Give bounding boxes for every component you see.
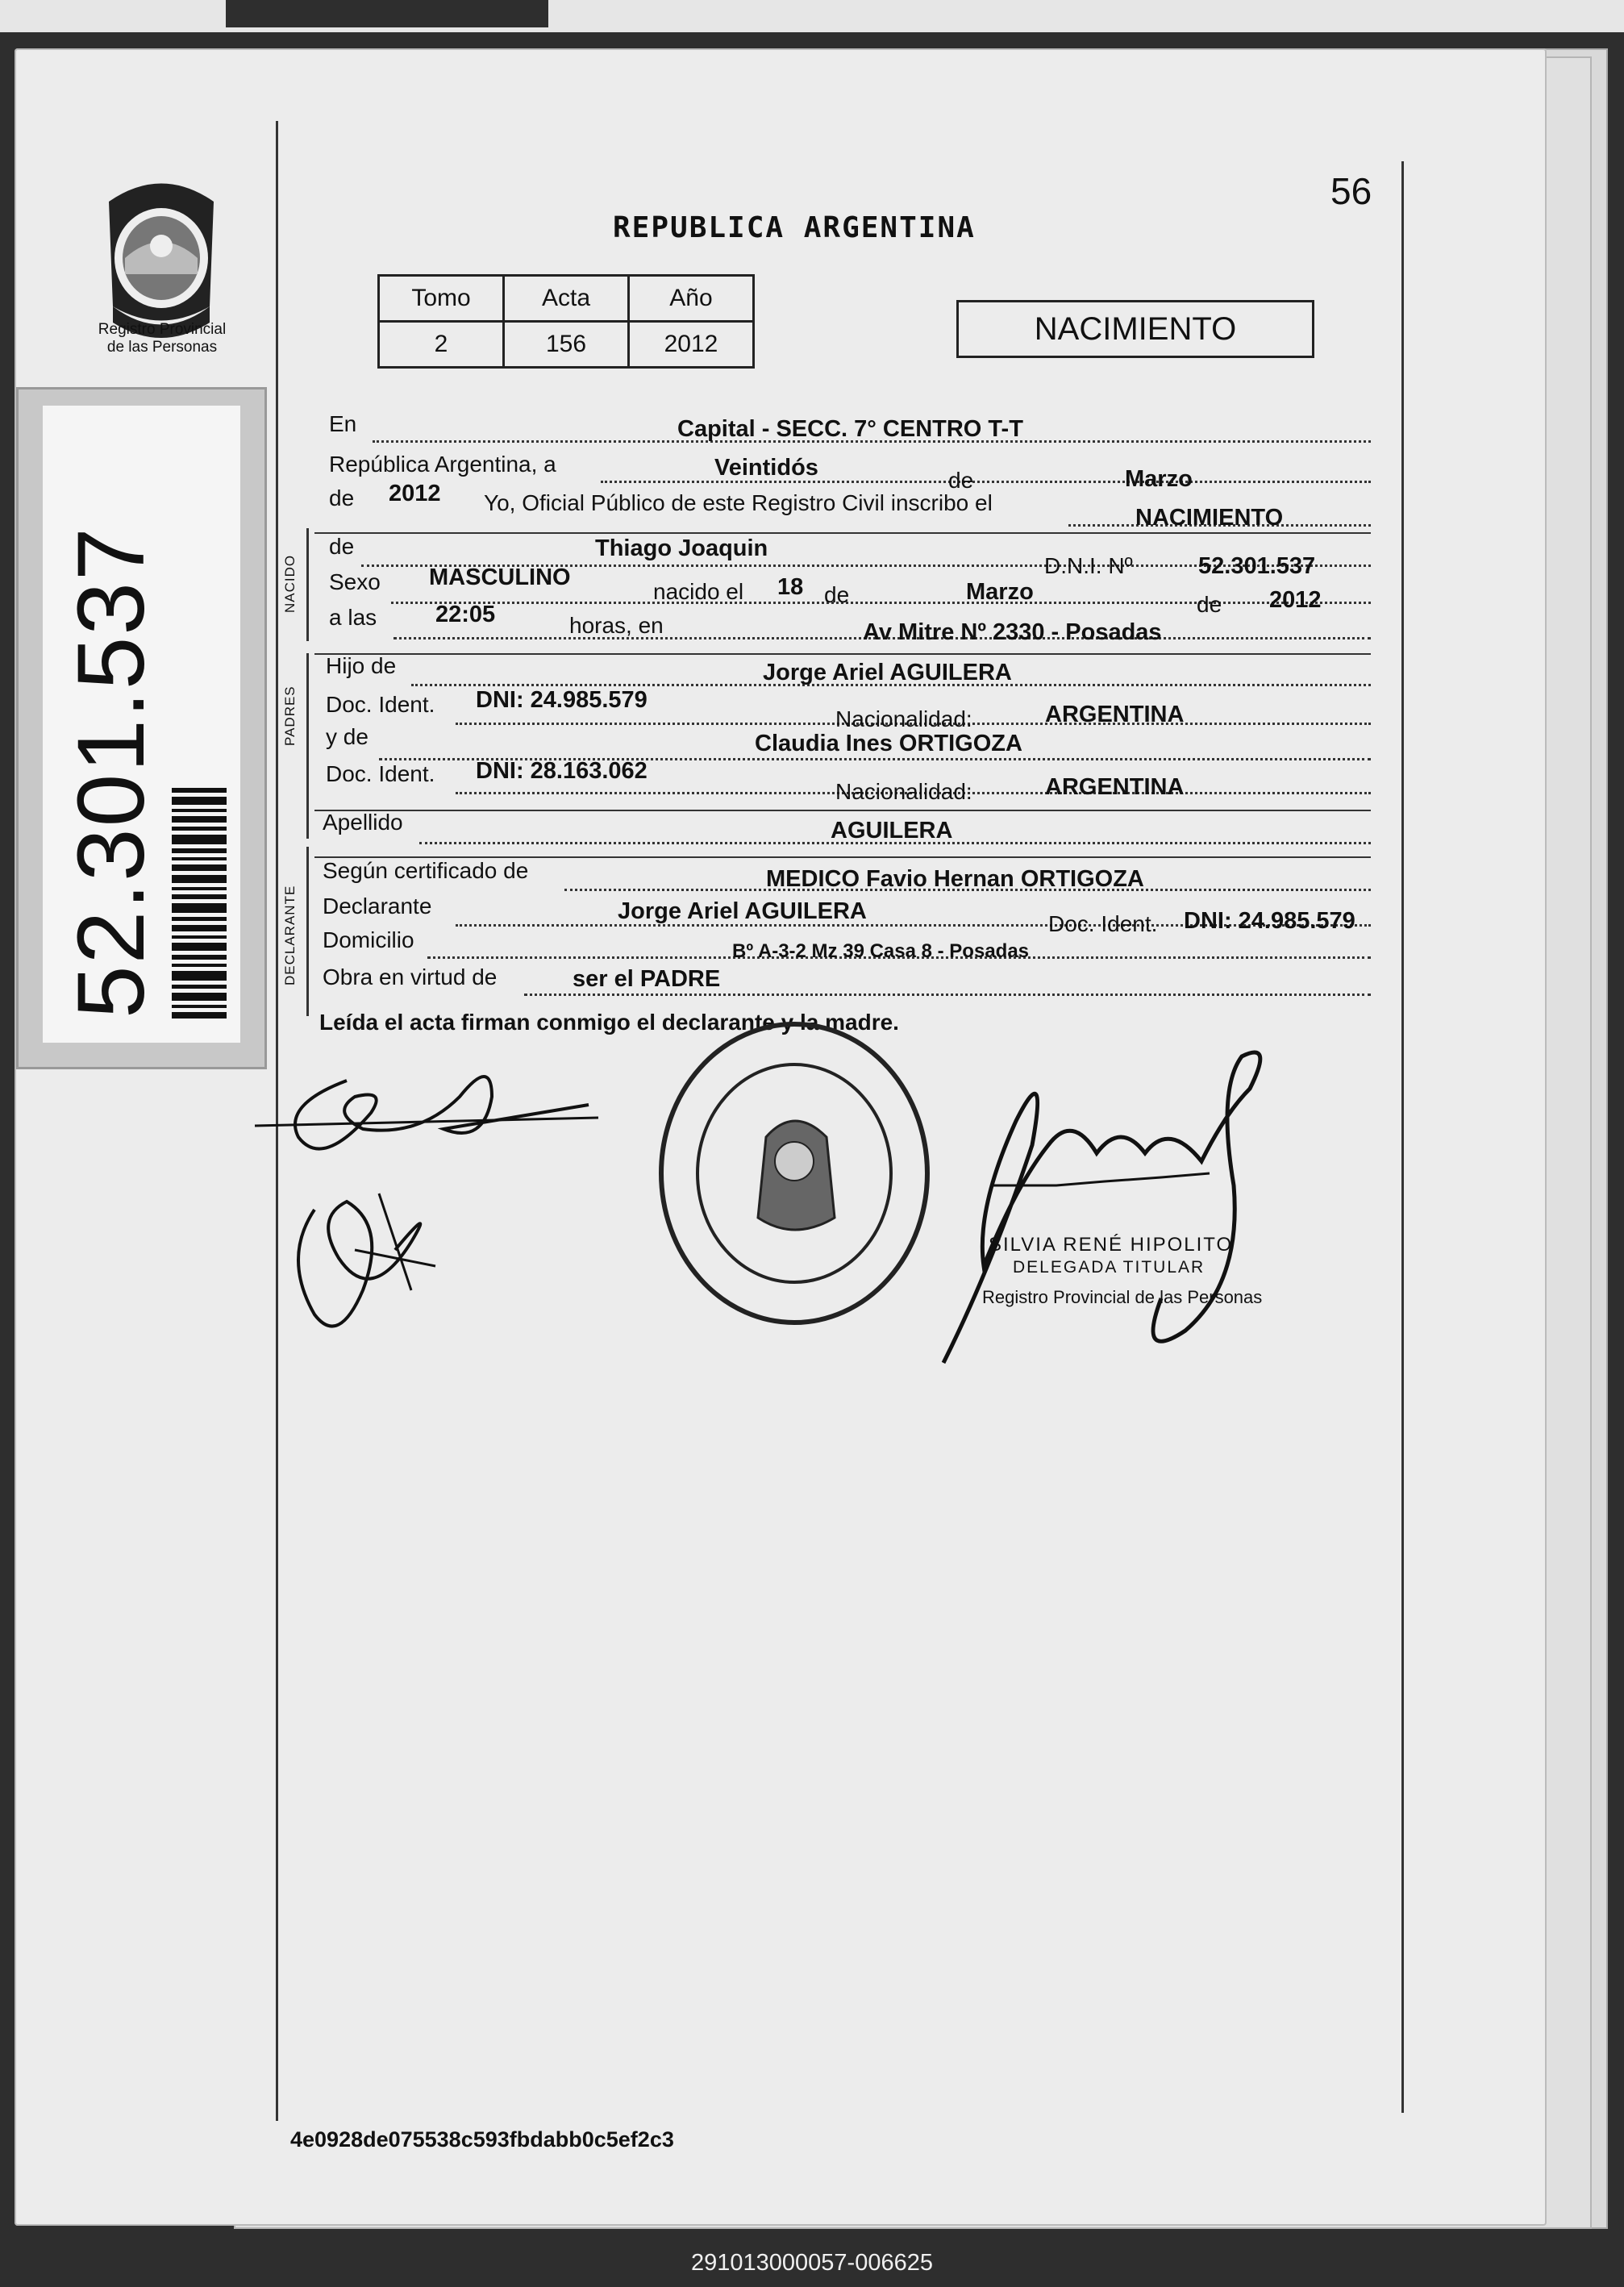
officer-role: DELEGADA TITULAR	[1013, 1258, 1206, 1277]
horas-label: horas, en	[569, 613, 664, 638]
docid3-label: Doc. Ident.	[1048, 911, 1158, 936]
time-value: 22:05	[435, 602, 496, 627]
value-tomo: 2	[379, 322, 504, 368]
nacido-bracket	[306, 528, 309, 641]
header-acta: Acta	[504, 276, 629, 322]
mother-doc: DNI: 28.163.062	[476, 758, 648, 784]
document-hash: 4e0928de075538c593fbdabb0c5ef2c3	[290, 2127, 674, 2152]
name-value: Thiago Joaquin	[595, 535, 768, 561]
header-ano: Año	[629, 276, 754, 322]
officer-office: Registro Provincial de las Personas	[982, 1287, 1263, 1307]
father-value: Jorge Ariel AGUILERA	[763, 660, 1012, 685]
value-acta: 156	[504, 322, 629, 368]
right-margin-rule	[1401, 161, 1404, 2113]
docid2-label: Doc. Ident.	[326, 761, 435, 786]
declarante-value: Jorge Ariel AGUILERA	[618, 898, 867, 924]
de-label: de	[948, 468, 974, 493]
officer-signature	[895, 1024, 1314, 1379]
de3-label: de	[329, 534, 355, 559]
record-type-box: NACIMIENTO	[956, 300, 1314, 358]
inscribo-value: NACIMIENTO	[1135, 505, 1284, 531]
section-divider	[314, 532, 1371, 534]
closing-statement: Leída el acta firman conmigo el declarante y la madre.	[319, 1010, 899, 1035]
label-padres: PADRES	[282, 685, 298, 746]
barcode-label	[16, 387, 267, 1069]
page-number: 56	[1330, 170, 1372, 212]
father-nac: ARGENTINA	[1045, 702, 1185, 727]
en-value: Capital - SECC. 7° CENTRO T-T	[677, 416, 1023, 442]
nac2-label: Nacionalidad:	[835, 779, 972, 804]
alas-label: a las	[329, 605, 377, 630]
label-declarante: DECLARANTE	[282, 885, 298, 985]
apellido-value: AGUILERA	[831, 818, 953, 844]
mother-nac: ARGENTINA	[1045, 774, 1185, 800]
document-title: REPUBLICA ARGENTINA	[613, 211, 976, 244]
en-label: En	[329, 411, 357, 436]
segun-label: Según certificado de	[323, 858, 529, 883]
section-divider	[314, 810, 1371, 811]
dotted-line	[391, 602, 1371, 604]
birth-month: Marzo	[966, 579, 1034, 605]
declarante-label: Declarante	[323, 894, 432, 919]
year-value: 2012	[389, 481, 441, 506]
sexo-label: Sexo	[329, 569, 381, 594]
value-ano: 2012	[629, 322, 754, 368]
footer-id: 291013000057-006625	[691, 2250, 933, 2276]
label-nacido: NACIDO	[282, 554, 298, 613]
nacido-label: nacido el	[653, 579, 744, 604]
apellido-label: Apellido	[323, 810, 403, 835]
birth-year: 2012	[1269, 587, 1322, 613]
barcode	[172, 784, 227, 1019]
mother-value: Claudia Ines ORTIGOZA	[755, 731, 1022, 756]
dotted-line	[524, 994, 1371, 996]
label-number: 52.301.537	[58, 526, 164, 1019]
de2-label: de	[329, 485, 355, 510]
cert-value: MEDICO Favio Hernan ORTIGOZA	[766, 866, 1144, 892]
declarant-signature	[250, 1048, 605, 1355]
de5-label: de	[1197, 592, 1222, 617]
dni-label: D.N.I. Nº	[1044, 553, 1133, 578]
docid-label: Doc. Ident.	[326, 692, 435, 717]
registry-table	[377, 274, 755, 369]
padres-bracket	[306, 653, 309, 839]
yde-label: y de	[326, 724, 369, 749]
header-tomo: Tomo	[379, 276, 504, 322]
republica-label: República Argentina, a	[329, 452, 556, 477]
month-value: Marzo	[1125, 466, 1193, 492]
officer-name: SILVIA RENÉ HIPOLITO	[989, 1234, 1234, 1256]
domicilio-value: Bº A-3-2 Mz 39 Casa 8 - Posadas	[732, 940, 1030, 962]
section-divider	[314, 653, 1371, 655]
father-doc: DNI: 24.985.579	[476, 687, 648, 713]
obra-value: ser el PADRE	[573, 966, 721, 992]
declarante-doc: DNI: 24.985.579	[1184, 908, 1355, 934]
dni-value: 52.301.537	[1198, 553, 1316, 579]
domicilio-label: Domicilio	[323, 927, 414, 952]
place-value: Av Mitre Nº 2330 - Posadas	[863, 619, 1162, 645]
hijo-label: Hijo de	[326, 653, 397, 678]
sexo-value: MASCULINO	[429, 564, 571, 590]
yo-text: Yo, Oficial Público de este Registro Civil inscribo el	[484, 490, 993, 515]
day-value: Veintidós	[714, 455, 818, 481]
emblem-caption: Registro Provincial de las Personas	[98, 321, 227, 356]
nac-label: Nacionalidad:	[835, 706, 972, 731]
de4-label: de	[824, 582, 850, 607]
top-edge	[0, 0, 1624, 32]
declarante-bracket	[306, 847, 309, 1016]
obra-label: Obra en virtud de	[323, 964, 498, 989]
birth-day: 18	[777, 574, 804, 600]
